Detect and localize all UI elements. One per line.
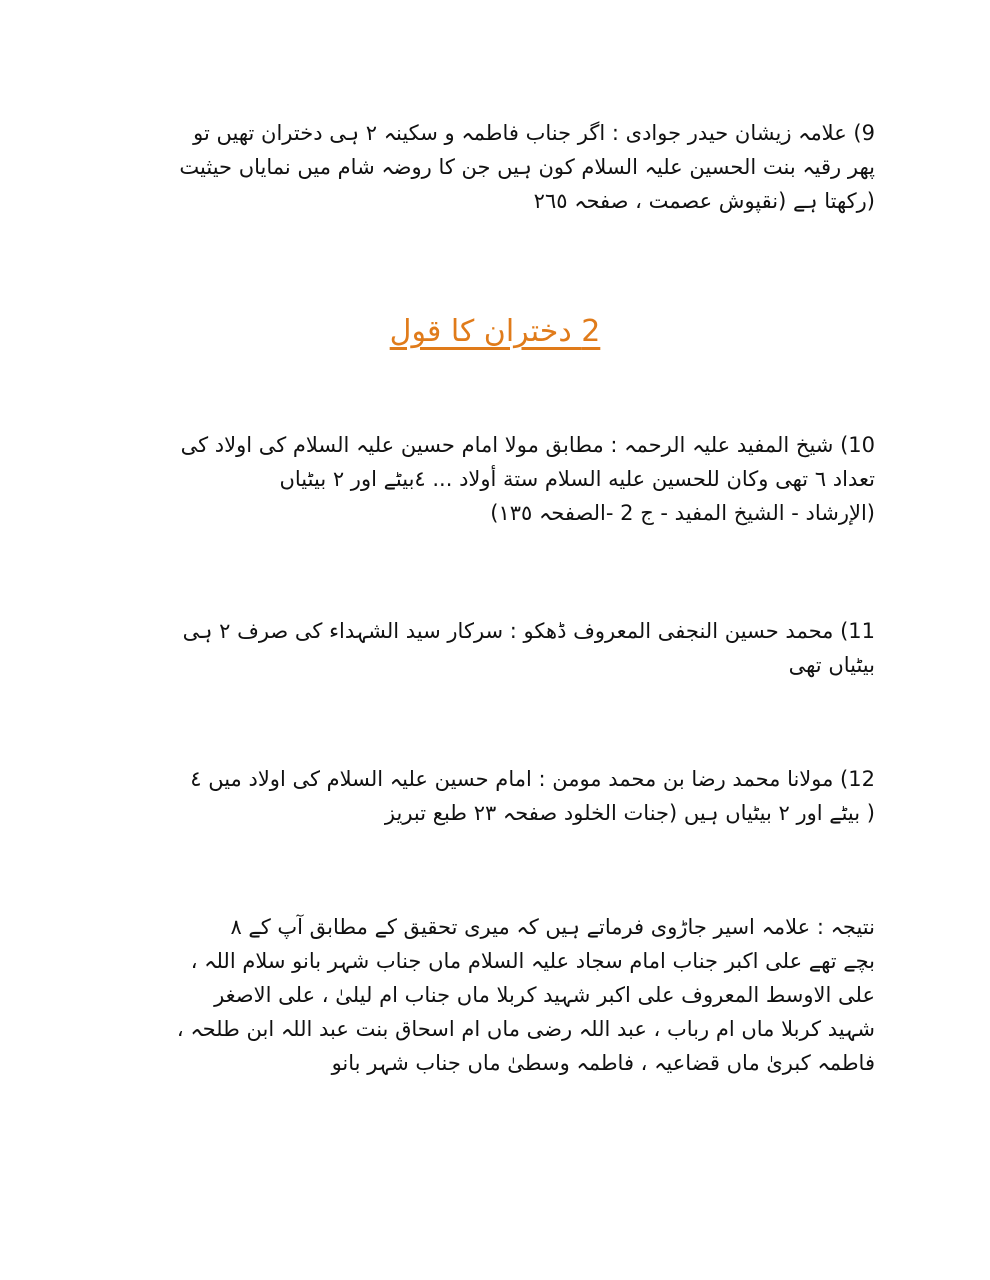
paragraph-line: تعداد ٦ تھی وکان للحسین علیه السلام ستة أولاد ... ٤بیٹے اور ۲ بیٹیاں — [279, 467, 875, 491]
paragraph-line: 9) علامہ زیشان حیدر جوادی : اگر جناب فاطمہ و سکینہ ۲ ہی دختران تھیں تو — [193, 121, 875, 145]
paragraph-line: ( بیٹے اور ۲ بیٹیاں ہیں (جنات الخلود صفحہ ۲۳ طبع تبریز — [384, 801, 875, 825]
paragraph-line: 11) محمد حسین النجفی المعروف ڈھکو : سرکار سید الشہداء کی صرف ۲ ہی — [182, 619, 875, 643]
paragraph-line: فاطمہ کبریٰ ماں قضاعیہ ، فاطمہ وسطیٰ ماں جناب شہر بانو — [331, 1051, 875, 1075]
paragraph-line: بیٹیاں تھی — [788, 653, 875, 677]
paragraph-line: شہید کربلا ماں ام رباب ، عبد اللہ رضی ماں ام اسحاق بنت عبد اللہ ابن طلحہ ، — [176, 1017, 875, 1041]
paragraph-11 — [130, 614, 875, 682]
paragraph-line: (الإرشاد - الشیخ المفید - ج 2 -الصفحہ ١٣٥) — [490, 501, 875, 525]
paragraph-line: 12) مولانا محمد رضا بن محمد مومن : امام حسین علیہ السلام کی اولاد میں ٤ — [190, 767, 875, 791]
section-heading — [0, 312, 990, 352]
paragraph-line: (رکھتا ہے (نقپوش عصمت ، صفحہ ٢٦٥ — [533, 189, 875, 213]
paragraph-line: 10) شیخ المفید علیہ الرحمہ : مطابق مولا امام حسین علیہ السلام کی اولاد کی — [180, 433, 875, 457]
paragraph-12 — [130, 762, 875, 830]
paragraph-line: بچے تھے علی اکبر جناب امام سجاد علیہ السلام ماں جناب شہر بانو سلام اللہ ، — [190, 949, 875, 973]
paragraph-10 — [130, 428, 875, 530]
paragraph-line: علی الاوسط المعروف علی اکبر شہید کربلا ماں جناب ام لیلیٰ ، علی الاصغر — [214, 983, 875, 1007]
heading-text: 2 دختران کا قول — [389, 314, 601, 349]
conclusion-paragraph — [130, 910, 875, 1080]
paragraph-line: نتیجہ : علامہ اسیر جاڑوی فرماتے ہیں کہ میری تحقیق کے مطابق آپ کے ٨ — [230, 915, 875, 939]
paragraph-9 — [130, 116, 875, 218]
paragraph-line: پھر رقیہ بنت الحسین علیہ السلام کون ہیں جن کا روضہ شام میں نمایاں حیثیت — [179, 155, 875, 179]
